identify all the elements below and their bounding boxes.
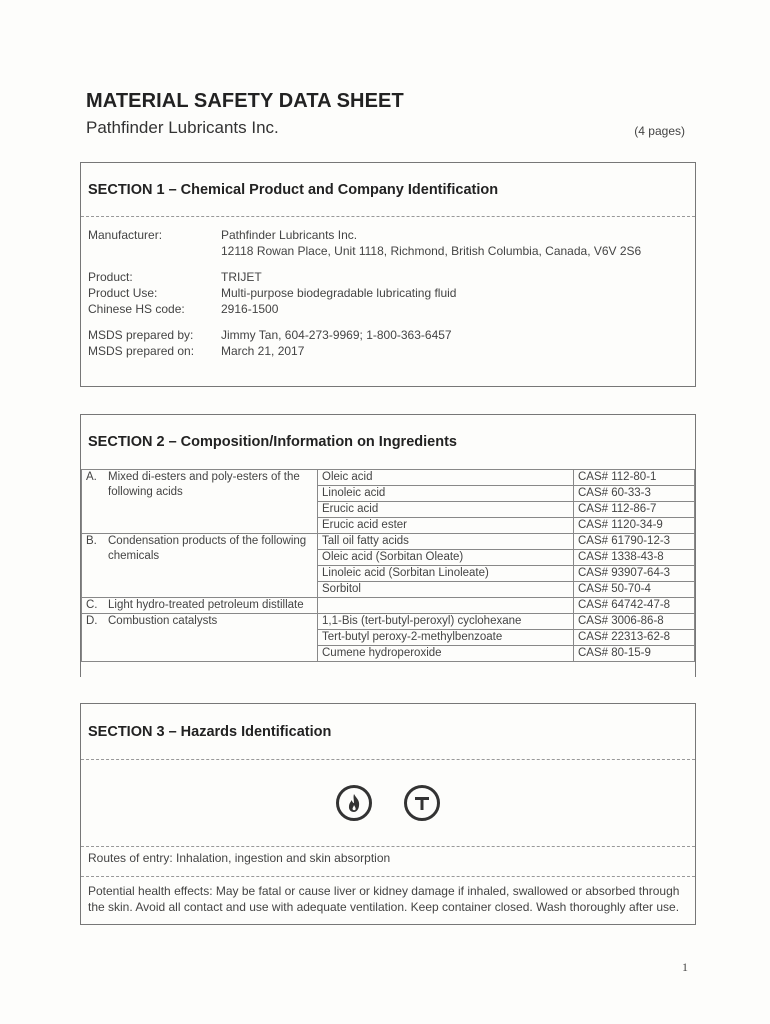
prepared-by-label: MSDS prepared by: (88, 328, 194, 342)
hazard-symbols (81, 760, 695, 847)
product-label: Product: (88, 270, 133, 284)
ingredient-group-description: Condensation products of the following chemicals (108, 535, 307, 562)
document-title: MATERIAL SAFETY DATA SHEET (86, 90, 404, 112)
ingredient-name (318, 598, 574, 614)
ingredient-name: Erucic acid (318, 502, 574, 518)
ingredient-cas-number: CAS# 80-15-9 (574, 646, 695, 662)
manufacturer-address: 12118 Rowan Place, Unit 1118, Richmond, British Columbia, Canada, V6V 2S6 (221, 244, 642, 258)
product-use-value: Multi-purpose biodegradable lubricating fluid (221, 286, 457, 300)
section-3-box (80, 703, 696, 925)
section-2-box (80, 414, 696, 677)
ingredient-name: Erucic acid ester (318, 518, 574, 534)
product-use-label: Product Use: (88, 286, 158, 300)
ingredient-group-letter: C. (86, 599, 98, 611)
ingredient-group-letter: D. (86, 615, 98, 627)
prepared-on-value: March 21, 2017 (221, 344, 305, 358)
ingredient-row (82, 470, 695, 486)
ingredient-group-cell (82, 614, 318, 662)
flammable-flame-icon (336, 785, 372, 821)
ingredients-table (81, 469, 695, 662)
ingredient-group-cell (82, 598, 318, 614)
ingredient-group-cell (82, 534, 318, 598)
prepared-by-value: Jimmy Tan, 604-273-9969; 1-800-363-6457 (221, 328, 452, 342)
toxic-t-icon (404, 785, 440, 821)
section-1-heading: SECTION 1 – Chemical Product and Company Identification (81, 163, 695, 217)
page-number: 1 (682, 960, 688, 974)
ingredient-cas-number: CAS# 1338-43-8 (574, 550, 695, 566)
ingredient-group-description: Light hydro-treated petroleum distillate (108, 599, 304, 611)
ingredient-group-description: Mixed di-esters and poly-esters of the following acids (108, 471, 300, 498)
ingredient-group-description: Combustion catalysts (108, 615, 218, 627)
ingredient-name: Linoleic acid (318, 486, 574, 502)
ingredient-cas-number: CAS# 112-80-1 (574, 470, 695, 486)
page-count: (4 pages) (634, 124, 685, 138)
ingredient-name: Oleic acid (Sorbitan Oleate) (318, 550, 574, 566)
manufacturer-name: Pathfinder Lubricants Inc. (221, 228, 358, 242)
ingredient-cas-number: CAS# 3006-86-8 (574, 614, 695, 630)
ingredient-cas-number: CAS# 64742-47-8 (574, 598, 695, 614)
ingredient-group-cell (82, 470, 318, 534)
ingredient-name: Cumene hydroperoxide (318, 646, 574, 662)
section-2-heading: SECTION 2 – Composition/Information on Ingredients (88, 434, 457, 450)
section-1-box (80, 162, 696, 387)
section-3-heading: SECTION 3 – Hazards Identification (81, 704, 695, 760)
ingredient-name: Sorbitol (318, 582, 574, 598)
prepared-on-label: MSDS prepared on: (88, 344, 195, 358)
product-value: TRIJET (221, 270, 262, 284)
ingredient-name: Tall oil fatty acids (318, 534, 574, 550)
ingredient-group-letter: B. (86, 535, 97, 547)
ingredient-row (82, 534, 695, 550)
hs-code-value: 2916-1500 (221, 302, 279, 316)
ingredient-cas-number: CAS# 50-70-4 (574, 582, 695, 598)
ingredient-cas-number: CAS# 112-86-7 (574, 502, 695, 518)
ingredient-cas-number: CAS# 1120-34-9 (574, 518, 695, 534)
ingredient-cas-number: CAS# 61790-12-3 (574, 534, 695, 550)
routes-of-entry: Routes of entry: Inhalation, ingestion and skin absorption (81, 847, 695, 877)
hs-code-label: Chinese HS code: (88, 302, 185, 316)
ingredient-cas-number: CAS# 60-33-3 (574, 486, 695, 502)
ingredient-name: Oleic acid (318, 470, 574, 486)
company-name: Pathfinder Lubricants Inc. (86, 118, 279, 137)
manufacturer-label: Manufacturer: (88, 228, 163, 242)
ingredient-name: Tert-butyl peroxy-2-methylbenzoate (318, 630, 574, 646)
ingredient-cas-number: CAS# 93907-64-3 (574, 566, 695, 582)
ingredient-name: 1,1-Bis (tert-butyl-peroxyl) cyclohexane (318, 614, 574, 630)
section-1-details (81, 217, 695, 359)
ingredient-row (82, 598, 695, 614)
ingredient-cas-number: CAS# 22313-62-8 (574, 630, 695, 646)
potential-health-effects: Potential health effects: May be fatal or cause liver or kidney damage if inhaled, swallowed or absorbed through the skin. Avoid all contact and use with adequate ventilation. Keep container closed. Wash thoroughly after use. (88, 884, 680, 914)
ingredient-group-letter: A. (86, 471, 97, 483)
ingredient-row (82, 614, 695, 630)
ingredient-name: Linoleic acid (Sorbitan Linoleate) (318, 566, 574, 582)
